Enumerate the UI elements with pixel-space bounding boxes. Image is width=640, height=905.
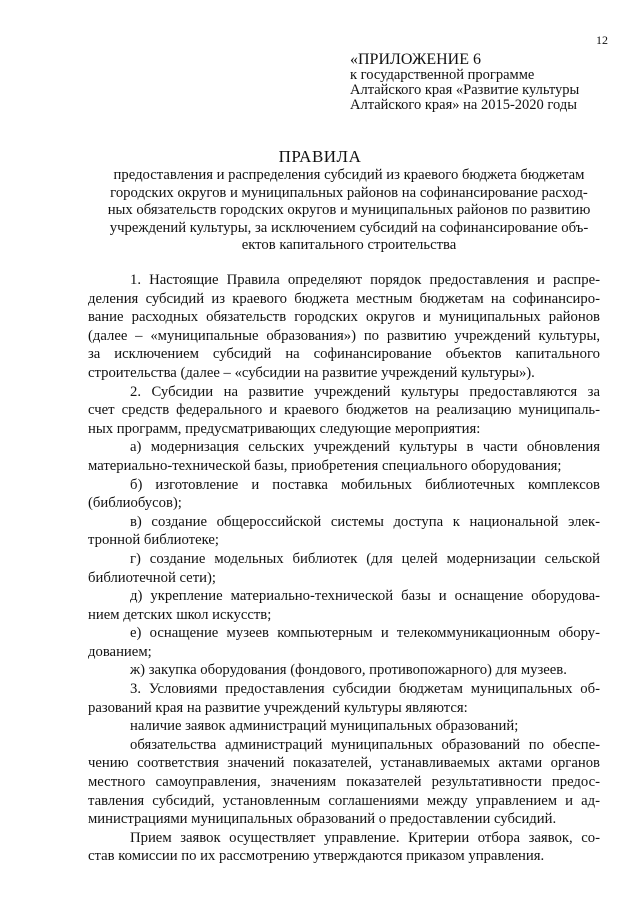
subtitle-line: учреждений культуры, за исключением субсидий на софинансирование объ- bbox=[109, 219, 589, 236]
list-item-d-line: д) укрепление материально-технической базы и оснащение оборудова- bbox=[130, 588, 600, 605]
list-item-v-line: тронной библиотеке; bbox=[88, 532, 219, 549]
paragraph-1-line: за исключением субсидий на софинансирование объектов капитального bbox=[88, 346, 600, 363]
document-subtitle bbox=[86, 167, 612, 255]
document-body bbox=[0, 271, 640, 866]
paragraph-4-line: став комиссии по их рассмотрению утверждаются приказом управления. bbox=[88, 848, 545, 865]
paragraph-3-line: разований края на развитие учреждений культуры являются: bbox=[88, 699, 468, 716]
appendix-header bbox=[350, 51, 579, 113]
list-item-b-line: б) изготовление и поставка мобильных библиотечных комплексов bbox=[130, 476, 600, 493]
subtitle-line: городских округов и муниципальных районов на софинансирование расход- bbox=[110, 184, 588, 201]
appendix-line: Алтайского края «Развитие культуры bbox=[350, 82, 580, 98]
appendix-title: «ПРИЛОЖЕНИЕ 6 bbox=[350, 51, 482, 68]
list-item-a-line: а) модернизация сельских учреждений культуры в части обновления bbox=[130, 439, 600, 456]
paragraph-1-line: вание расходных обязательств городских округов и муниципальных районов bbox=[88, 309, 600, 326]
subtitle-line: ектов капитального строительства bbox=[241, 237, 457, 253]
paragraph-1-line: (далее – «муниципальные образования») по развитию учреждений культуры, bbox=[88, 327, 600, 344]
list-item-zh-line: ж) закупка оборудования (фондового, противопожарного) для музеев. bbox=[130, 662, 567, 679]
list-item-e-line: дованием; bbox=[88, 643, 152, 660]
condition-2-line: обязательства администраций муниципальных образований по обеспе- bbox=[130, 736, 600, 753]
condition-2-line: тавления субсидий, установленным соглашениями между управлением и ад- bbox=[88, 792, 600, 809]
paragraph-2-line: счет средств федерального и краевого бюджетов на реализацию муниципаль- bbox=[88, 402, 600, 419]
condition-2-line: местного самоуправления, значениям показателей результативности предос- bbox=[88, 774, 600, 791]
paragraph-4-line: Прием заявок осуществляет управление. Критерии отбора заявок, со- bbox=[130, 829, 600, 846]
list-item-g-line: библиотечной сети); bbox=[88, 569, 216, 586]
list-item-v-line: в) создание общероссийской системы доступа к национальной элек- bbox=[130, 513, 600, 530]
subtitle-line: предоставления и распределения субсидий из краевого бюджета бюджетам bbox=[113, 167, 585, 183]
list-item-a-line: материально-технической базы, приобретения специального оборудования; bbox=[88, 457, 562, 474]
appendix-line: Алтайского края» на 2015-2020 годы bbox=[350, 97, 577, 113]
list-item-e-line: е) оснащение музеев компьютерным и телекоммуникационным обору- bbox=[130, 625, 600, 642]
paragraph-1-line: строительства (далее – «субсидии на развитие учреждений культуры»). bbox=[88, 364, 535, 381]
paragraph-2-line: 2. Субсидии на развитие учреждений культуры предоставляются за bbox=[130, 383, 600, 400]
appendix-line: к государственной программе bbox=[350, 67, 535, 83]
page-number: 12 bbox=[596, 33, 608, 47]
list-item-d-line: нием детских школ искусств; bbox=[88, 606, 272, 623]
condition-2-line: чению соответствия значений показателей, устанавливаемых актами органов bbox=[88, 755, 600, 772]
document-title: ПРАВИЛА bbox=[278, 147, 362, 166]
paragraph-3-line: 3. Условиями предоставления субсидии бюджетам муниципальных об- bbox=[130, 681, 600, 698]
paragraph-2-line: ных программ, предусматривающих следующие мероприятия: bbox=[88, 420, 481, 437]
condition-2-line: министрациями муниципальных образований о предоставлении субсидий. bbox=[88, 811, 557, 828]
list-item-b-line: (библиобусов); bbox=[88, 495, 182, 512]
subtitle-line: ных обязательств городских округов и муниципальных районов по развитию bbox=[107, 202, 591, 218]
condition-1-line: наличие заявок администраций муниципальных образований; bbox=[130, 718, 519, 735]
list-item-g-line: г) создание модельных библиотек (для целей модернизации сельской bbox=[130, 550, 600, 567]
paragraph-1-line: деления субсидий из краевого бюджета местным бюджетам на софинансиро- bbox=[88, 290, 600, 307]
paragraph-1-line: 1. Настоящие Правила определяют порядок предоставления и распре- bbox=[130, 272, 600, 288]
